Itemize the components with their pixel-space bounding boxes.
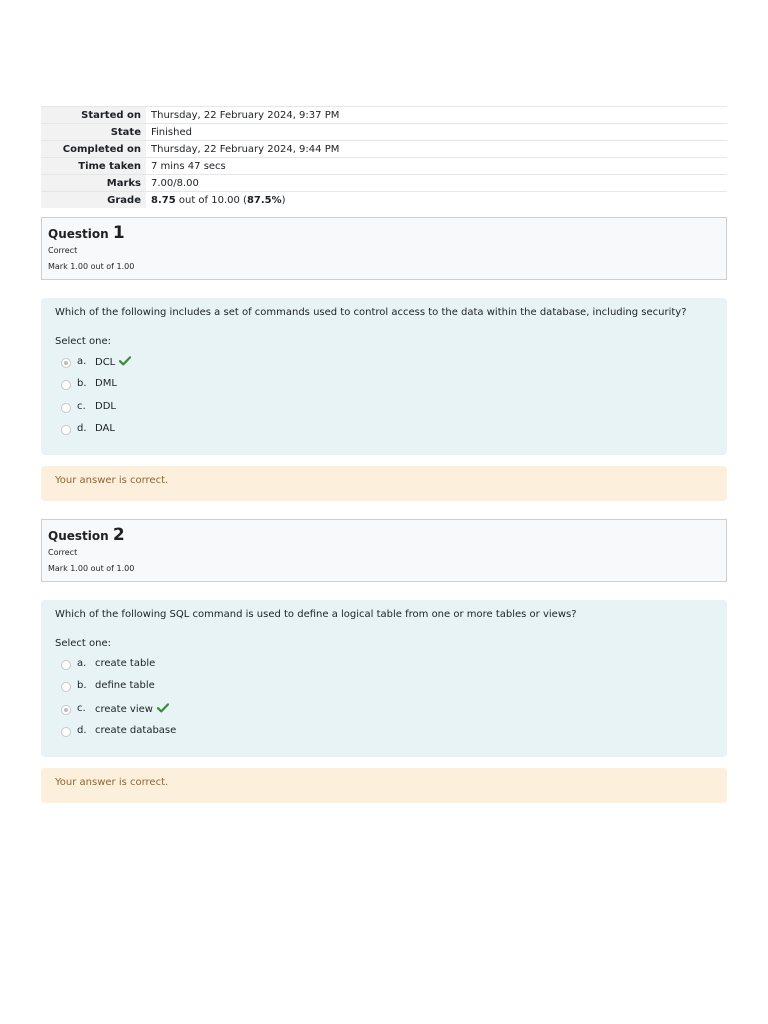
summary-value: Finished <box>146 124 727 141</box>
question-label: Question <box>48 529 109 543</box>
option-label: define table <box>95 680 155 691</box>
summary-row-completed <box>41 141 727 158</box>
option-text <box>95 356 131 368</box>
summary-label: Time taken <box>41 158 146 175</box>
option-label: DDL <box>95 401 116 412</box>
question-content-2 <box>41 600 727 757</box>
feedback-box-1 <box>41 466 727 501</box>
radio-button[interactable] <box>61 425 71 435</box>
radio-button[interactable] <box>61 682 71 692</box>
question-info-1 <box>41 217 727 280</box>
feedback-box-2 <box>41 768 727 803</box>
checkmark-icon <box>119 356 131 366</box>
summary-value: 7 mins 47 secs <box>146 158 727 175</box>
question-state: Correct <box>48 548 78 557</box>
summary-label: State <box>41 124 146 141</box>
grade-close: ) <box>281 194 286 206</box>
feedback-text: Your answer is correct. <box>55 475 169 486</box>
attempt-summary-table <box>41 106 727 208</box>
option-label: DAL <box>95 423 115 434</box>
option-letter: b. <box>77 378 87 389</box>
question-info-2 <box>41 519 727 582</box>
grade-percent: 87.5% <box>246 194 282 206</box>
summary-row-state <box>41 124 727 141</box>
option-label: create view <box>95 704 153 715</box>
question-title <box>48 223 125 243</box>
radio-button[interactable] <box>61 660 71 670</box>
option-letter: c. <box>77 401 86 412</box>
radio-button[interactable] <box>61 358 71 368</box>
option-label: create table <box>95 658 156 669</box>
option-letter: d. <box>77 423 87 434</box>
grade-score: 8.75 <box>151 194 176 206</box>
radio-button[interactable] <box>61 727 71 737</box>
option-letter: b. <box>77 680 87 691</box>
checkmark-icon <box>157 703 169 713</box>
summary-row-started <box>41 107 727 124</box>
question-mark: Mark 1.00 out of 1.00 <box>48 262 135 271</box>
radio-button[interactable] <box>61 705 71 715</box>
summary-value: Thursday, 22 February 2024, 9:44 PM <box>146 141 727 158</box>
summary-value: Thursday, 22 February 2024, 9:37 PM <box>146 107 727 124</box>
option-text <box>95 703 169 715</box>
summary-label: Grade <box>41 192 146 209</box>
question-title <box>48 525 125 545</box>
radio-button[interactable] <box>61 380 71 390</box>
grade-out-of: out of 10.00 ( <box>175 194 247 206</box>
summary-value: 7.00/8.00 <box>146 175 727 192</box>
radio-button[interactable] <box>61 403 71 413</box>
question-content-1 <box>41 298 727 455</box>
option-letter: a. <box>77 356 87 367</box>
option-letter: a. <box>77 658 87 669</box>
summary-row-grade <box>41 192 727 209</box>
summary-value <box>146 192 727 209</box>
select-one-prompt: Select one: <box>55 336 112 347</box>
question-state: Correct <box>48 246 78 255</box>
summary-label: Started on <box>41 107 146 124</box>
option-label: DCL <box>95 357 116 368</box>
question-text: Which of the following includes a set of commands used to control access to the data within the database, including security? <box>55 307 687 318</box>
question-mark: Mark 1.00 out of 1.00 <box>48 564 135 573</box>
question-label: Question <box>48 227 109 241</box>
option-letter: d. <box>77 725 87 736</box>
question-text: Which of the following SQL command is used to define a logical table from one or more tables or views? <box>55 609 577 620</box>
question-number: 2 <box>112 525 125 545</box>
feedback-text: Your answer is correct. <box>55 777 169 788</box>
summary-row-time-taken <box>41 158 727 175</box>
question-number: 1 <box>112 223 125 243</box>
option-letter: c. <box>77 703 86 714</box>
summary-label: Marks <box>41 175 146 192</box>
select-one-prompt: Select one: <box>55 638 112 649</box>
summary-label: Completed on <box>41 141 146 158</box>
option-label: DML <box>95 378 117 389</box>
summary-row-marks <box>41 175 727 192</box>
option-label: create database <box>95 725 177 736</box>
